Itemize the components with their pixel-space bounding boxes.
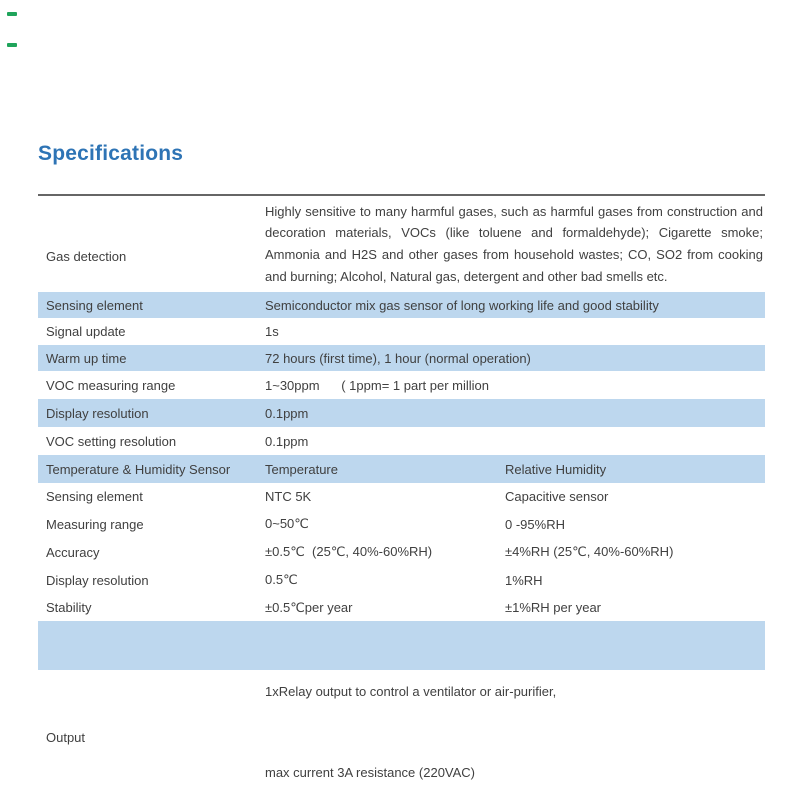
table-row-sensing-element xyxy=(38,292,765,318)
row-label: Display resolution xyxy=(46,405,149,421)
row-value-temperature: NTC 5K xyxy=(265,489,312,504)
row-label: Display resolution xyxy=(46,572,149,588)
row-value-temperature: 0.5℃ xyxy=(265,572,298,587)
row-value-line1: 1xRelay output to control a ventilator or air-purifier, xyxy=(265,684,557,699)
row-value: Semiconductor mix gas sensor of long working life and good stability xyxy=(265,297,659,313)
row-value-humidity: 1%RH xyxy=(505,572,543,588)
table-row-gas-detection xyxy=(38,196,765,292)
spec-table xyxy=(38,194,765,780)
table-row-warm-up-time xyxy=(38,345,765,371)
row-value-temperature: ±0.5℃per year xyxy=(265,599,353,615)
row-value: Highly sensitive to many harmful gases, such as harmful gases from construction and decoration materials, VOCs (like toluene and formaldehyde); Cigarette smoke; Ammonia and H2S and other gases from household wastes; CO, SO2 from cooking and burning; Alcohol, Natural gas, detergent and other bad smells etc. xyxy=(265,203,763,284)
row-value-temperature: Temperature xyxy=(265,461,338,477)
row-value-temperature: ±0.5℃ (25℃, 40%-60%RH) xyxy=(265,544,433,559)
row-label: VOC setting resolution xyxy=(46,433,177,449)
row-label: Warm up time xyxy=(46,350,127,366)
table-row-th-accuracy xyxy=(38,538,765,566)
green-corner-mark-top xyxy=(7,12,17,16)
table-row-th-measuring-range xyxy=(38,510,765,538)
table-row-th-stability xyxy=(38,594,765,621)
row-label: Signal update xyxy=(46,324,126,339)
row-value-humidity: Capacitive sensor xyxy=(505,489,609,504)
table-row-temp-humidity-header xyxy=(38,455,765,483)
row-label: Sensing element xyxy=(46,489,143,504)
table-row-th-display-resolution xyxy=(38,566,765,594)
table-row-voc-setting-resolution xyxy=(38,427,765,455)
row-label: VOC measuring range xyxy=(46,377,176,393)
table-row-voc-measuring-range xyxy=(38,371,765,399)
row-label: Accuracy xyxy=(46,544,100,560)
row-value: 1~30ppm ( 1ppm= 1 part per million xyxy=(265,377,490,393)
table-row-output xyxy=(38,621,765,780)
page-title: Specifications xyxy=(38,142,184,165)
row-value-line2: max current 3A resistance (220VAC) xyxy=(265,765,476,780)
row-value-humidity: ±4%RH (25℃, 40%-60%RH) xyxy=(505,544,674,559)
table-row-signal-update xyxy=(38,318,765,345)
row-value: 1s xyxy=(265,324,279,339)
row-label: Sensing element xyxy=(46,297,143,313)
row-label: Gas detection xyxy=(46,248,127,264)
row-value-humidity: Relative Humidity xyxy=(505,461,607,477)
row-value-humidity: ±1%RH per year xyxy=(505,600,602,615)
row-value-humidity: 0 -95%RH xyxy=(505,516,565,532)
row-value: 72 hours (first time), 1 hour (normal operation) xyxy=(265,350,531,366)
row-label: Output xyxy=(46,729,86,745)
row-value xyxy=(265,624,765,800)
row-value: 0.1ppm xyxy=(265,433,309,449)
row-value: 0.1ppm xyxy=(265,405,309,421)
row-label: Temperature & Humidity Sensor xyxy=(46,461,231,477)
row-label: Measuring range xyxy=(46,516,144,532)
green-corner-mark-bottom xyxy=(7,43,17,47)
row-value-temperature: 0~50℃ xyxy=(265,516,309,531)
table-row-display-resolution xyxy=(38,399,765,427)
row-label: Stability xyxy=(46,600,92,615)
table-row-th-sensing-element xyxy=(38,483,765,510)
